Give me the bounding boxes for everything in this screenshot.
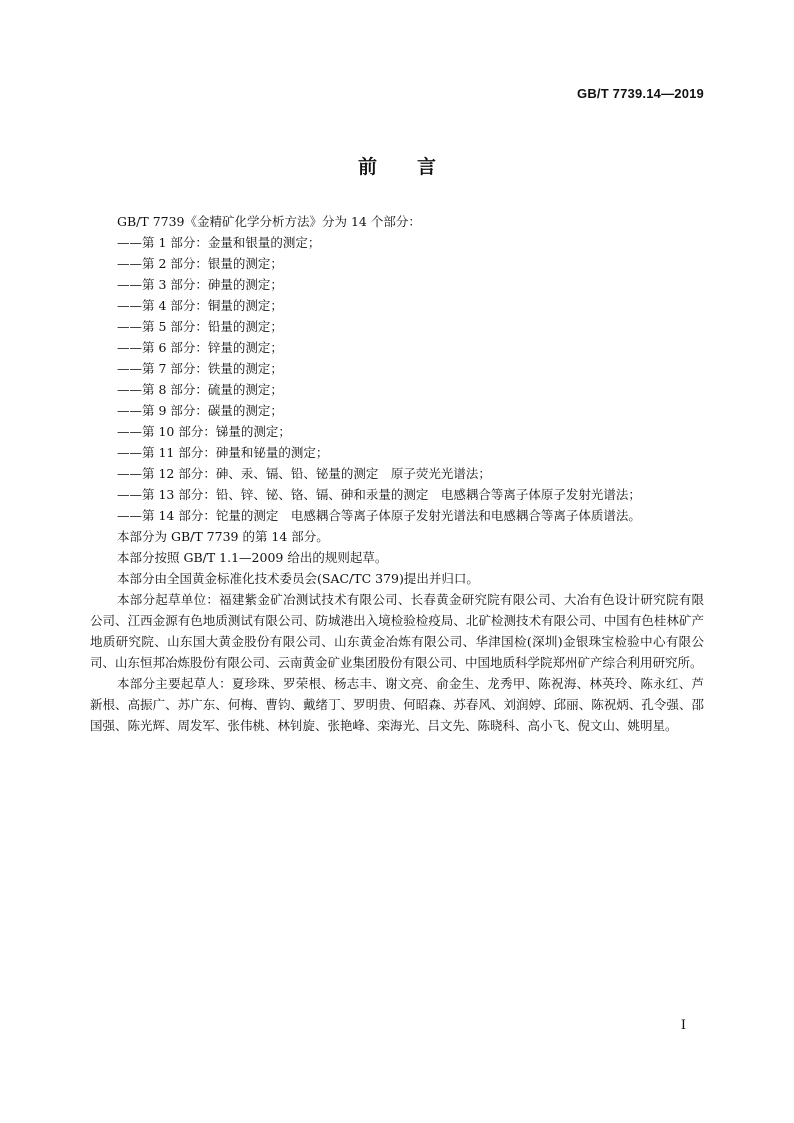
list-item-part-2: ——第 2 部分：银量的测定； (117, 256, 283, 271)
paragraph-drafters: 本部分主要起草人：夏珍珠、罗荣根、杨志丰、谢文亮、俞金生、龙秀甲、陈祝海、林英玲、陈永红、芦新根、高振广、苏广东、何梅、曹钧、戴绪丁、罗明贵、何昭森、苏春风、刘润婷、邱丽、陈祝炳、孔令强、邵国强、陈光辉、周发军、张伟桃、林钊旋、张艳峰、栾海光、吕文先、陈晓科、高小飞、倪文山、姚明星。 (90, 676, 704, 733)
list-item-part-1: ——第 1 部分：金量和银量的测定； (117, 235, 321, 250)
list-item-part-8: ——第 8 部分：硫量的测定； (117, 382, 283, 397)
list-item-part-7: ——第 7 部分：铁量的测定； (117, 361, 283, 376)
list-item-part-4: ——第 4 部分：铜量的测定； (117, 298, 283, 313)
paragraph-proposer: 本部分由全国黄金标准化技术委员会(SAC/TC 379)提出并归口。 (117, 571, 479, 586)
list-item-part-14: ——第 14 部分：铊量的测定 电感耦合等离子体原子发射光谱法和电感耦合等离子体质谱法。 (117, 508, 641, 523)
list-item-part-11: ——第 11 部分：砷量和铋量的测定； (117, 445, 329, 460)
paragraph-drafting-units: 本部分起草单位：福建紫金矿冶测试技术有限公司、长春黄金研究院有限公司、大冶有色设计研究院有限公司、江西金源有色地质测试有限公司、防城港出入境检验检疫局、北矿检测技术有限公司、中国有色桂林矿产地质研究院、山东国大黄金股份有限公司、山东黄金冶炼有限公司、华津国检(深圳)金银珠宝检验中心有限公司、山东恒邦冶炼股份有限公司、云南黄金矿业集团股份有限公司、中国地质科学院郑州矿产综合利用研究所。 (90, 592, 704, 670)
list-item-part-3: ——第 3 部分：砷量的测定； (117, 277, 283, 292)
paragraph-drafting-rules: 本部分按照 GB/T 1.1—2009 给出的规则起草。 (117, 550, 388, 565)
foreword-body (90, 211, 704, 736)
standard-code: GB/T 7739.14—2019 (577, 86, 704, 101)
paragraph-intro: GB/T 7739《金精矿化学分析方法》分为 14 个部分： (117, 214, 421, 229)
paragraph-part-statement: 本部分为 GB/T 7739 的第 14 部分。 (117, 529, 329, 544)
list-item-part-5: ——第 5 部分：铅量的测定； (117, 319, 283, 334)
list-item-part-13: ——第 13 部分：铅、锌、铋、铬、镉、砷和汞量的测定 电感耦合等离子体原子发射光谱法； (117, 487, 641, 502)
page-number: I (680, 1018, 686, 1033)
list-item-part-6: ——第 6 部分：锌量的测定； (117, 340, 283, 355)
page-title: 前言 (357, 156, 476, 178)
list-item-part-10: ——第 10 部分：锑量的测定； (117, 424, 291, 439)
list-item-part-9: ——第 9 部分：碳量的测定； (117, 403, 283, 418)
list-item-part-12: ——第 12 部分：砷、汞、镉、铅、铋量的测定 原子荧光光谱法； (117, 466, 491, 481)
